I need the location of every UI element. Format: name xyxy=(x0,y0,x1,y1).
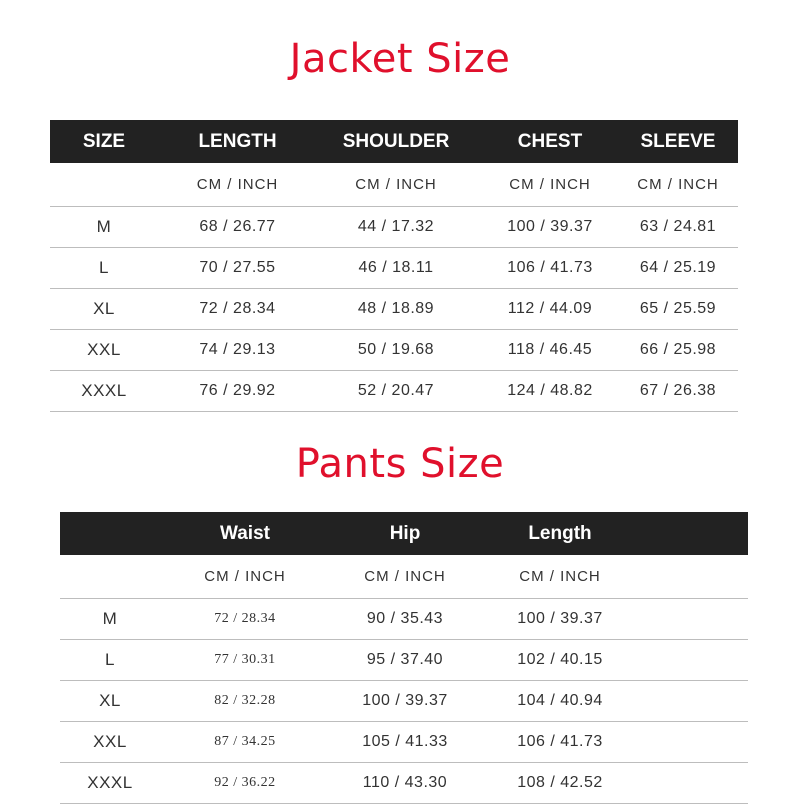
jacket-measurement-cell: 72 / 28.34 xyxy=(199,300,276,317)
jacket-size-label: L xyxy=(99,258,109,277)
pants-table-row xyxy=(60,763,748,804)
pants-measurement-cell: 108 / 42.52 xyxy=(517,774,603,791)
pants-measurement-cell: 100 / 39.37 xyxy=(362,692,448,709)
pants-measurement-cell: 82 / 32.28 xyxy=(214,693,276,708)
jacket-measurement-cell: 65 / 25.59 xyxy=(639,300,717,317)
jacket-measurement-cell: 67 / 26.38 xyxy=(639,382,717,399)
pants-size-table xyxy=(60,512,748,804)
pants-size-label: L xyxy=(105,650,115,669)
pants-table-row xyxy=(60,599,748,640)
jacket-header-chest: CHEST xyxy=(517,131,583,152)
pants-unit-waist: CM / INCH xyxy=(204,568,286,585)
jacket-measurement-cell: 112 / 44.09 xyxy=(507,300,593,317)
pants-header-hip: Hip xyxy=(389,523,421,544)
pants-measurement-cell: 92 / 36.22 xyxy=(214,775,276,790)
jacket-measurement-cell: 52 / 20.47 xyxy=(357,382,435,399)
pants-size-label: M xyxy=(102,609,118,628)
jacket-measurement-cell: 46 / 18.11 xyxy=(358,259,434,276)
jacket-size-label: XXL xyxy=(87,340,121,359)
pants-table-row xyxy=(60,640,748,681)
jacket-measurement-cell: 66 / 25.98 xyxy=(639,341,717,358)
pants-size-title: Pants Size xyxy=(295,441,505,487)
jacket-table-row xyxy=(50,371,738,412)
jacket-header-sleeve: SLEEVE xyxy=(640,131,716,152)
jacket-measurement-cell: 50 / 19.68 xyxy=(357,341,435,358)
pants-unit-row xyxy=(60,555,748,599)
jacket-measurement-cell: 124 / 48.82 xyxy=(507,382,593,399)
jacket-header-length: LENGTH xyxy=(198,131,277,152)
jacket-size-table xyxy=(50,120,738,412)
pants-measurement-cell: 72 / 28.34 xyxy=(214,611,276,626)
jacket-measurement-cell: 64 / 25.19 xyxy=(639,259,717,276)
jacket-measurement-cell: 63 / 24.81 xyxy=(639,218,717,235)
jacket-unit-sleeve: CM / INCH xyxy=(637,176,719,193)
pants-unit-hip: CM / INCH xyxy=(364,568,446,585)
jacket-measurement-cell: 70 / 27.55 xyxy=(199,259,276,276)
pants-measurement-cell: 106 / 41.73 xyxy=(517,733,603,750)
jacket-measurement-cell: 100 / 39.37 xyxy=(507,218,593,235)
jacket-size-title: Jacket Size xyxy=(289,36,511,82)
jacket-unit-chest: CM / INCH xyxy=(509,176,591,193)
pants-table-row xyxy=(60,722,748,763)
jacket-measurement-cell: 74 / 29.13 xyxy=(199,341,276,358)
pants-measurement-cell: 90 / 35.43 xyxy=(366,610,444,627)
jacket-measurement-cell: 106 / 41.73 xyxy=(507,259,593,276)
pants-measurement-cell: 105 / 41.33 xyxy=(362,733,448,750)
jacket-header-size: SIZE xyxy=(82,131,126,152)
jacket-table-row xyxy=(50,207,738,248)
jacket-table-row xyxy=(50,289,738,330)
jacket-measurement-cell: 118 / 46.45 xyxy=(507,341,593,358)
jacket-measurement-cell: 44 / 17.32 xyxy=(357,218,435,235)
jacket-size-label: XL xyxy=(93,299,115,318)
pants-measurement-cell: 77 / 30.31 xyxy=(214,652,276,667)
pants-measurement-cell: 110 / 43.30 xyxy=(362,774,448,791)
pants-table-row xyxy=(60,681,748,722)
jacket-unit-length: CM / INCH xyxy=(196,176,279,193)
pants-measurement-cell: 102 / 40.15 xyxy=(517,651,603,668)
pants-unit-length: CM / INCH xyxy=(519,568,601,585)
jacket-measurement-cell: 76 / 29.92 xyxy=(199,382,276,399)
pants-measurement-cell: 87 / 34.25 xyxy=(214,734,276,749)
pants-size-label: XXL xyxy=(93,732,127,751)
jacket-unit-shoulder: CM / INCH xyxy=(355,176,437,193)
jacket-header-row xyxy=(50,120,738,163)
jacket-table-row xyxy=(50,330,738,371)
pants-header-waist: Waist xyxy=(220,523,270,544)
jacket-measurement-cell: 48 / 18.89 xyxy=(357,300,435,317)
pants-measurement-cell: 104 / 40.94 xyxy=(517,692,603,709)
jacket-table-row xyxy=(50,248,738,289)
pants-size-label: XL xyxy=(99,691,121,710)
pants-header-row xyxy=(60,512,748,555)
pants-measurement-cell: 95 / 37.40 xyxy=(366,651,444,668)
pants-measurement-cell: 100 / 39.37 xyxy=(517,610,603,627)
jacket-measurement-cell: 68 / 26.77 xyxy=(199,218,276,235)
jacket-size-label: XXXL xyxy=(81,381,127,400)
jacket-unit-row xyxy=(50,163,738,207)
pants-size-label: XXXL xyxy=(87,773,133,792)
jacket-size-label: M xyxy=(96,217,112,236)
pants-header-length: Length xyxy=(528,523,592,544)
jacket-header-shoulder: SHOULDER xyxy=(342,131,450,152)
